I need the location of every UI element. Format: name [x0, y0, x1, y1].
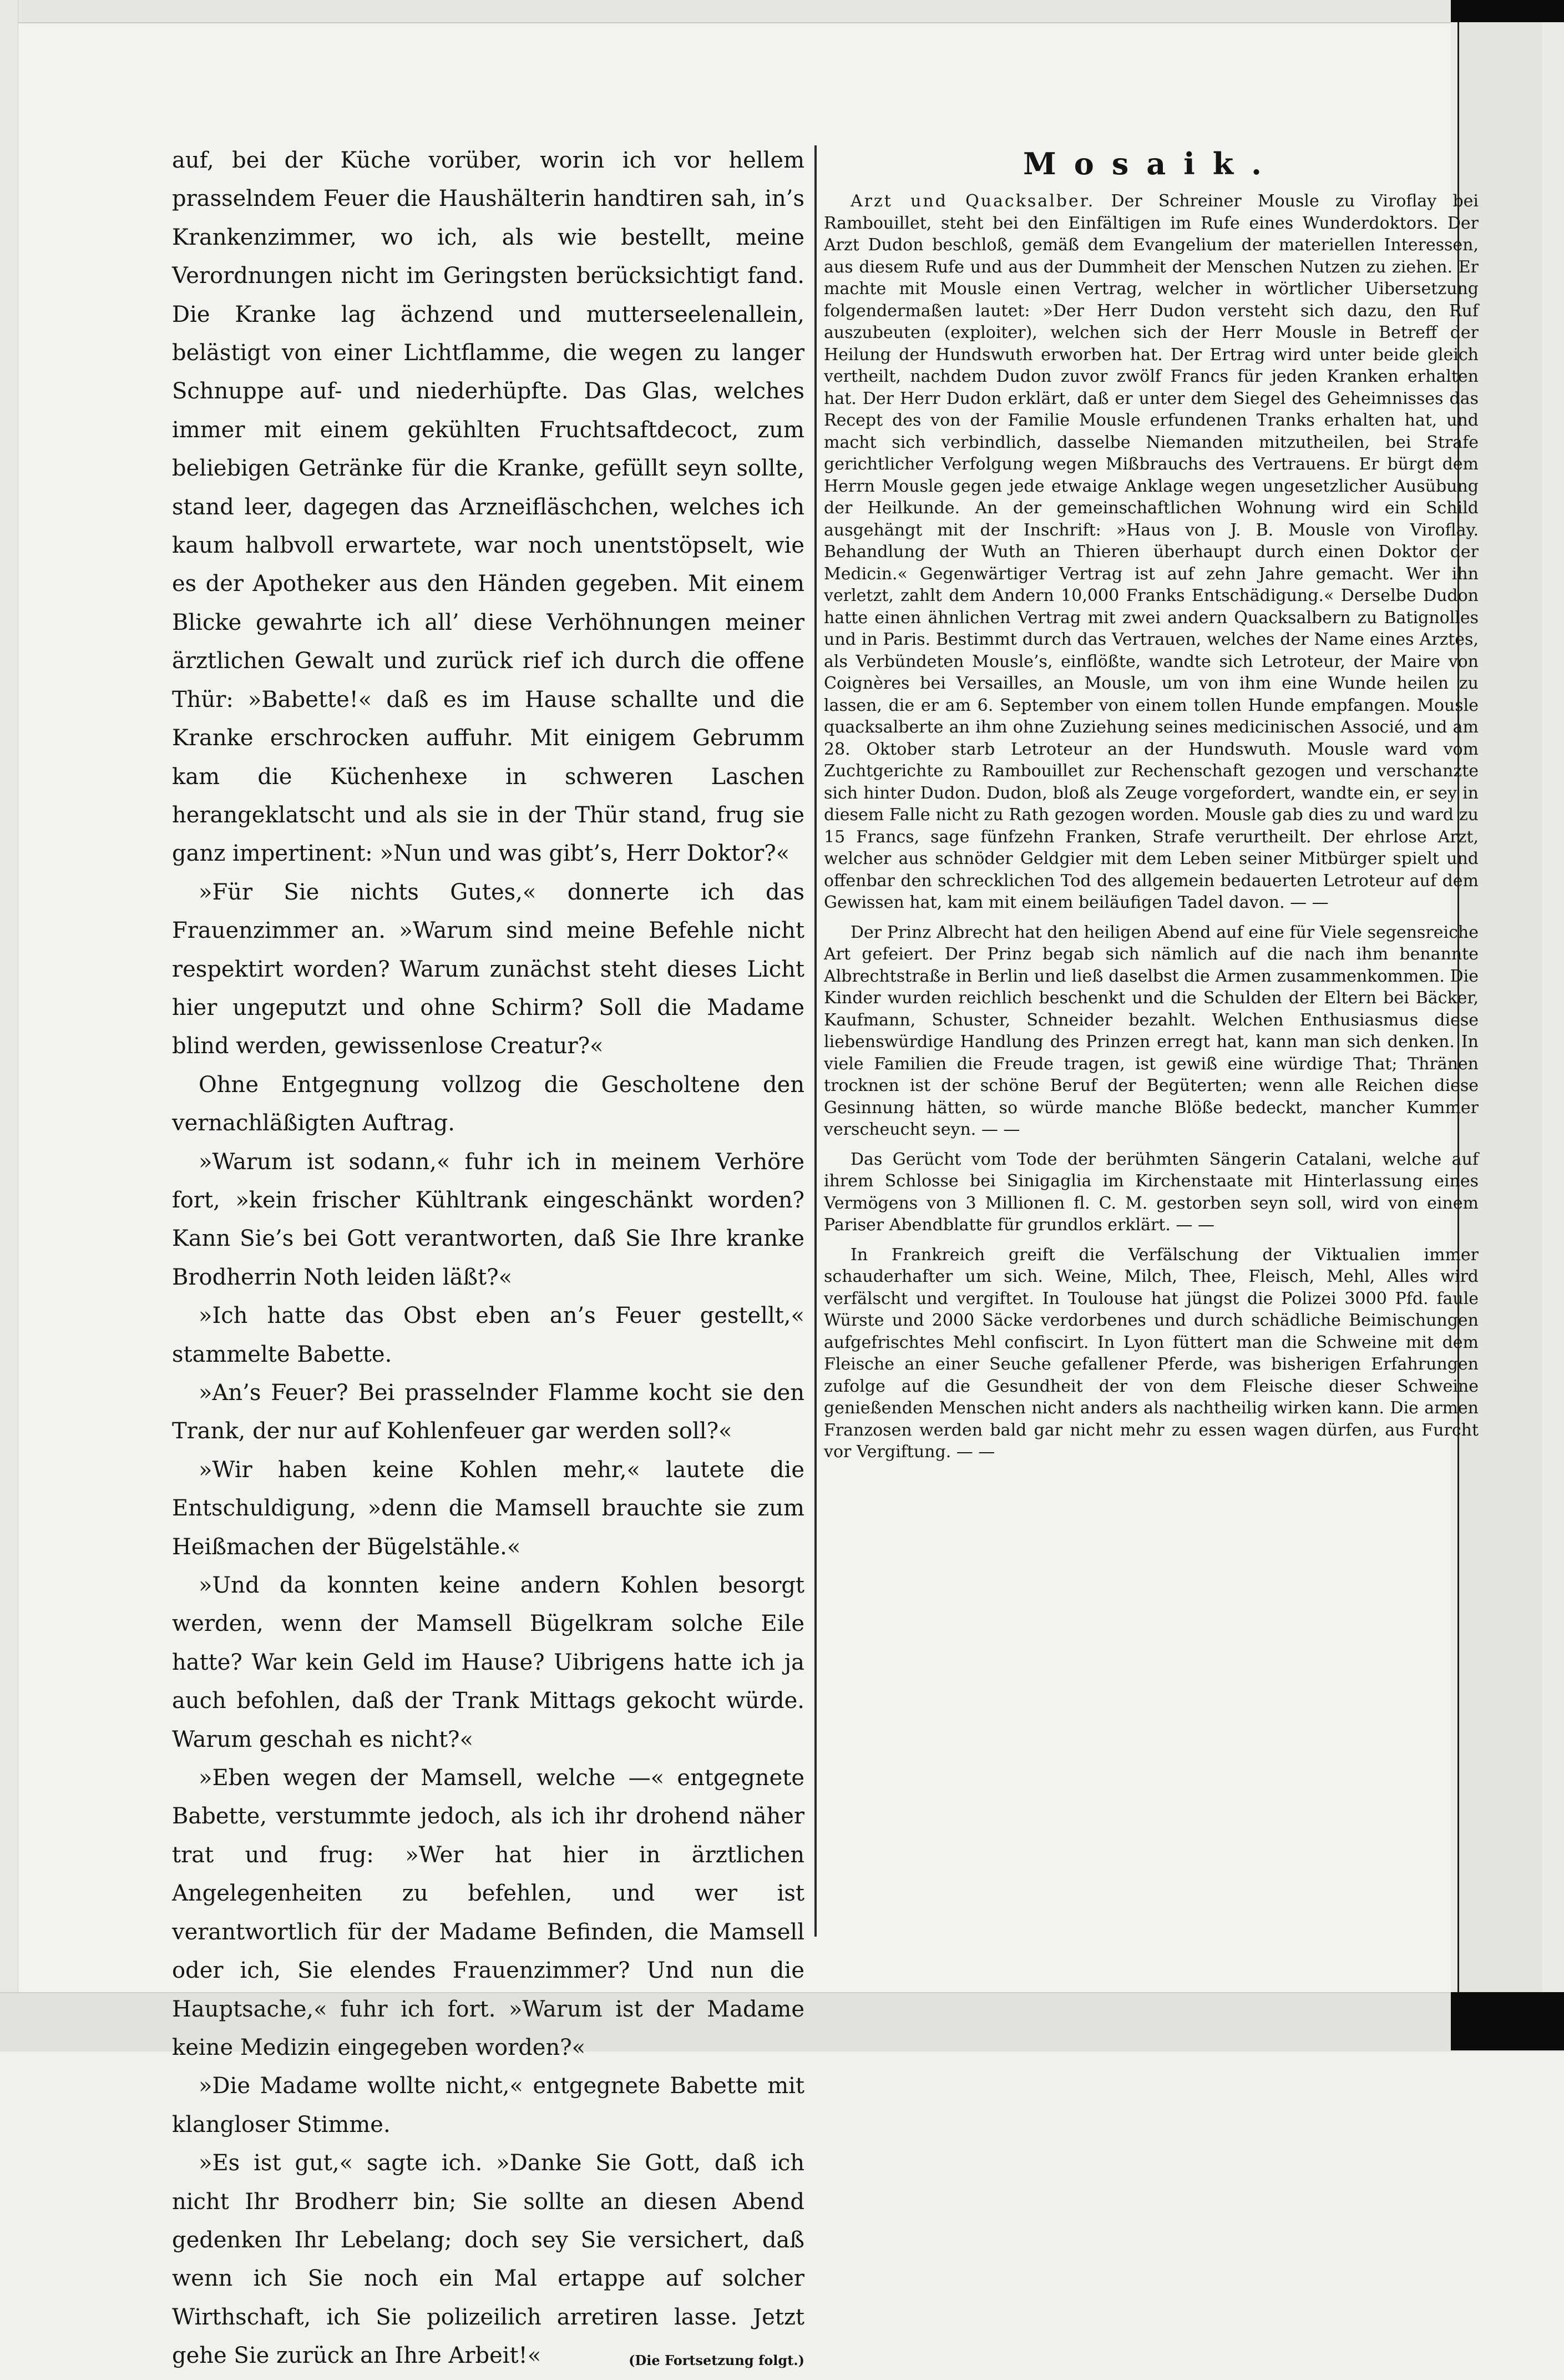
paragraph: »Wir haben keine Kohlen mehr,« lautete die Entschuldigung, »denn die Mamsell brauchte sie zum Heißmachen der Bügelstähle.« — [172, 1457, 804, 1560]
news-item — [824, 190, 1479, 914]
news-item: Das Gerücht vom Tode der berühmten Sängerin Catalani, welche auf ihrem Schlosse bei Sinigaglia im Kirchenstaate mit Hinterlassung eines Vermögens von 3 Millionen fl. C. M. gestorben seyn soll, wird von einem Pariser Abendblatte für grundlos erklärt. — — — [824, 1149, 1479, 1235]
section-heading: Mosaik. — [1023, 146, 1279, 181]
paragraph-text: »Es ist gut,« sagte ich. »Danke Sie Gott, daß ich nicht Ihr Brodherr bin; Sie sollte an diesen Abend gedenken Ihr Lebelang; doch sey Sie versichert, daß wenn ich Sie noch ein Mal ertappe auf solcher Wirthschaft, ich Sie polizeilich arretiren lasse. Jetzt gehe Sie zurück an Ihre Arbeit!« — [172, 2150, 804, 2369]
column-divider — [814, 145, 817, 1937]
paragraph: »Für Sie nichts Gutes,« donnerte ich das Frauenzimmer an. »Warum sind meine Befehle nicht respektirt worden? Warum zunächst steht dieses Licht hier ungeputzt und ohne Schirm? Soll die Madame blind werden, gewissenlose Creatur?« — [172, 879, 804, 1059]
paragraph: auf, bei der Küche vorüber, worin ich vor hellem prasselndem Feuer die Haushälterin handtiren sah, in’s Krankenzimmer, wo ich, als wie bestellt, meine Verordnungen nicht im Geringsten berücksichtigt fand. Die Kranke lag ächzend und mutterseelenallein, belästigt von einer Lichtflamme, die wegen zu langer Schnuppe auf- und niederhüpfte. Das Glas, welches immer mit einem gekühlten Fruchtsaftdecoct, zum beliebigen Getränke für die Kranke, gefüllt seyn sollte, stand leer, dagegen das Arzneifläschchen, welches ich kaum halbvoll erwartete, war noch unentstöpselt, wie es der Apotheker aus den Händen gegeben. Mit einem Blicke gewahrte ich all’ diese Verhöhnungen meiner ärztlichen Gewalt und zurück rief ich durch die offene Thür: »Babette!« daß es im Hause schallte und die Kranke erschrocken auffuhr. Mit einigem Gebrumm kam die Küchenhexe in schweren Laschen herangeklatscht und als sie in der Thür stand, frug sie ganz impertinent: »Nun und was gibt’s, Herr Doktor?« — [172, 148, 804, 867]
right-column — [824, 142, 1479, 1463]
paragraph: Ohne Entgegnung vollzog die Gescholtene den vernachläßigten Auftrag. — [172, 1072, 804, 1136]
paragraph: »Warum ist sodann,« fuhr ich in meinem Verhöre fort, »kein frischer Kühltrank eingeschänkt worden? Kann Sie’s bei Gott verantworten, daß Sie Ihre kranke Brodherrin Noth leiden läßt?« — [172, 1149, 804, 1290]
scan-top-edge — [0, 0, 1564, 23]
news-item-text: Der Schreiner Mousle zu Viroflay bei Rambouillet, steht bei den Einfältigen im Rufe eines Wunderdoktors. Der Arzt Dudon beschloß, gemäß dem Evangelium der materiellen Interessen, aus diesem Rufe und aus der Dummheit der Menschen Nutzen zu ziehen. Er machte mit Mousle einen Vertrag, welcher in wörtlicher Uibersetzung folgendermaßen lautet: »Der Herr Dudon versteht sich dazu, den Ruf auszubeuten (exploiter), welchen sich der Herr Mousle in Betreff der Heilung der Hundswuth erworben hat. Der Ertrag wird unter beide gleich vertheilt, nachdem Dudon zuvor zwölf Francs für jeden Kranken erhalten hat. Der Herr Dudon erklärt, daß er unter dem Siegel des Geheimnisses das Recept des von der Familie Mousle erfundenen Tranks erhalten hat, und macht sich verbindlich, dasselbe Niemanden mitzutheilen, bei Strafe gerichtlicher Verfolgung wegen Mißbrauchs des Vertrauens. Er bürgt dem Herrn Mousle gegen jede etwaige Anklage wegen ungesetzlicher Ausübung der Heilkunde. An der gemeinschaftlichen Wohnung wird ein Schild ausgehängt mit der Inschrift: »Haus von J. B. Mousle von Viroflay. Behandlung der Wuth an Thieren überhaupt durch einen Doktor der Medicin.« Gegenwärtiger Vertrag ist auf zehn Jahre gemacht. Wer ihn verletzt, zahlt dem Andern 10,000 Franks Entschädigung.« Derselbe Dudon hatte einen ähnlichen Vertrag mit zwei andern Quacksalbern zu Batignolles und in Paris. Bestimmt durch das Vertrauen, welches der Name eines Arztes, als Verbündeten Mousle’s, einflößte, wandte sich Letroteur, der Maire von Coignères bei Versailles, an Mousle, um von ihm eine Wunde heilen zu lassen, die er am 6. September von einem tollen Hunde empfangen. Mousle quacksalberte an ihm ohne Zuziehung seines medicinischen Associé, und am 28. Oktober starb Letroteur an der Hundswuth. Mousle ward vom Zuchtgerichte zu Rambouillet zur Rechenschaft gezogen und verschanzte sich hinter Dudon. Dudon, bloß als Zeuge vorgefordert, wandte ein, er sey in diesem Falle nicht zu Rath gezogen worden. Mousle gab dies zu und ward zu 15 Francs, sage fünfzehn Franken, Strafe verurtheilt. Der ehrlose Arzt, welcher aus schnöder Geldgier mit dem Leben seiner Mitbürger spielt und offenbar den schrecklichen Tod des allgemein bedauerten Letroteur auf dem Gewissen hat, kam mit einem beiläufigen Tadel davon. — — — [824, 191, 1479, 912]
paragraph: »Ich hatte das Obst eben an’s Feuer gestellt,« stammelte Babette. — [172, 1303, 804, 1367]
scan-left-edge — [0, 0, 18, 2050]
news-item: Der Prinz Albrecht hat den heiligen Abend auf eine für Viele segensreiche Art gefeiert. Der Prinz begab sich nämlich auf die nach ihm benannte Albrechtstraße in Berlin und ließ daselbst die Armen zusammenkommen. Die Kinder wurden reichlich beschenkt und die Schulden der Eltern bei Bäcker, Kaufmann, Schuster, Schneider bezahlt. Welchen Enthusiasmus diese liebenswürdige Handlung des Prinzen erregt hat, kann man sich denken. In viele Familien die Freude tragen, ist gewiß eine würdige That; Thränen trocknen ist der schöne Beruf der Begüterten; wenn alle Reichen diese Gesinnung hätten, so würde manche Blöße bedeckt, mancher Kummer verscheucht seyn. — — — [824, 922, 1479, 1139]
left-column — [172, 142, 804, 2380]
paragraph: »Die Madame wollte nicht,« entgegnete Babette mit klangloser Stimme. — [172, 2073, 804, 2138]
continued-note: (Die Fortsetzung folgt.) — [629, 2352, 804, 2369]
scan-black-mark — [1451, 1992, 1564, 2050]
paragraph: »Und da konnten keine andern Kohlen besorgt werden, wenn der Mamsell Bügelkram solche Eile hatte? War kein Geld im Hause? Uibrigens hatte ich ja auch befohlen, daß der Trank Mittags gekocht würde. Warum geschah es nicht?« — [172, 1573, 804, 1752]
paragraph — [172, 2144, 804, 2375]
paragraph: »Eben wegen der Mamsell, welche —« entgegnete Babette, verstummte jedoch, als ich ihr drohend näher trat und frug: »Wer hat hier in ärztlichen Angelegenheiten zu befehlen, und wer ist verantwortlich für der Madame Befinden, die Mamsell oder ich, Sie elendes Frauenzimmer? Und nun die Hauptsache,« fuhr ich fort. »Warum ist der Madame keine Medizin eingegeben worden?« — [172, 1765, 804, 2060]
scan-black-mark — [1451, 0, 1564, 22]
news-item-lead: Arzt und Quacksalber. — [851, 191, 1095, 211]
paragraph: »An’s Feuer? Bei prasselnder Flamme kocht sie den Trank, der nur auf Kohlenfeuer gar werden soll?« — [172, 1380, 804, 1444]
news-item: In Frankreich greift die Verfälschung der Viktualien immer schauderhafter um sich. Weine, Milch, Thee, Fleisch, Mehl, Alles wird verfälscht und vergiftet. In Toulouse hat jüngst die Polizei 3000 Pfd. faule Würste und 2000 Säcke verdorbenes und durch schädliche Beimischungen aufgefrischtes Mehl confiscirt. In Lyon füttert man die Schweine mit dem Fleische an einer Seuche gefallener Pferde, was bisherigen Erfahrungen zufolge auf die Gesundheit der von dem Fleische dieser Schweine genießenden Menschen nicht anders als nachtheilig wirken kann. Die armen Franzosen werden bald gar nicht mehr zu essen wagen dürfen, aus Furcht vor Vergiftung. — — — [824, 1245, 1479, 1462]
